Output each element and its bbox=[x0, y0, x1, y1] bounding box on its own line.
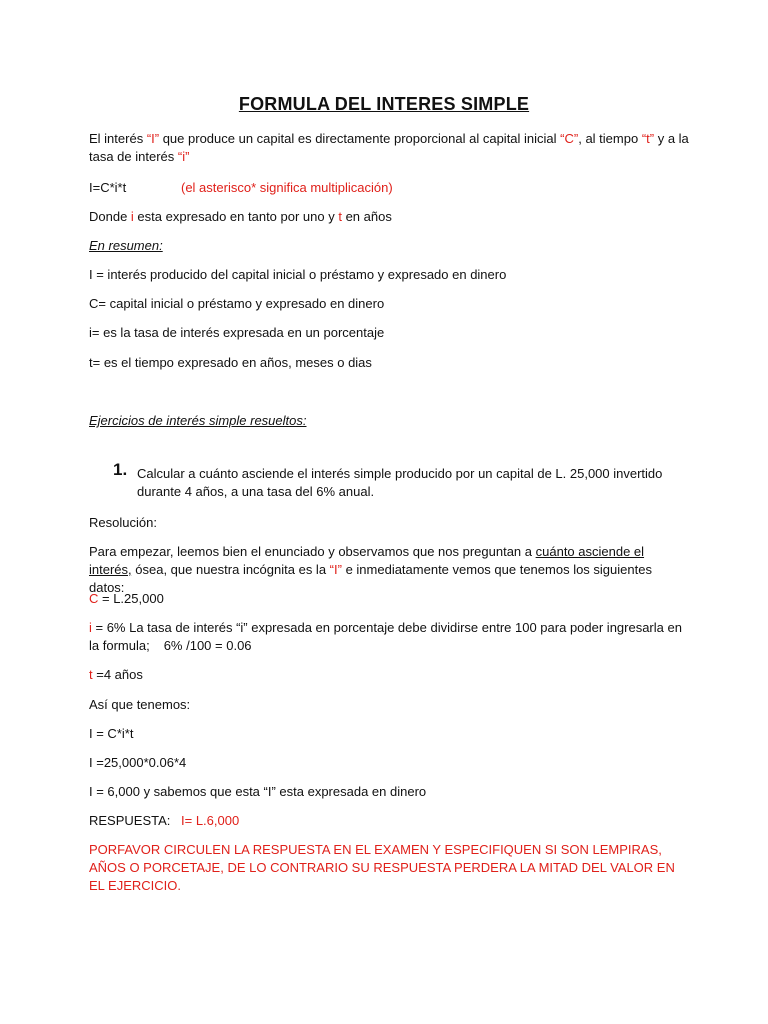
resumen-item: i= es la tasa de interés expresada en un porcentaje bbox=[89, 325, 385, 340]
empezar-paragraph bbox=[89, 543, 689, 597]
donde-text-b: esta expresado en tanto por uno y bbox=[133, 209, 339, 224]
formula-line bbox=[89, 179, 689, 197]
donde-text-c: en años bbox=[341, 209, 392, 224]
dato-t-var: t bbox=[89, 667, 93, 682]
donde-text-a: Donde bbox=[89, 209, 131, 224]
dato-C-var: C bbox=[89, 591, 99, 606]
ejercicios-heading: Ejercicios de interés simple resueltos: bbox=[89, 413, 307, 428]
intro-text-1: El interés bbox=[89, 131, 147, 146]
formula-note: (el asterisco* significa multiplicación) bbox=[181, 180, 393, 195]
step-formula: I = C*i*t bbox=[89, 726, 134, 741]
empezar-underlined: cuánto asciende el interés, bbox=[89, 544, 645, 577]
warning-note: PORFAVOR CIRCULEN LA RESPUESTA EN EL EXAMEN Y ESPECIFIQUEN SI SON LEMPIRAS, AÑOS O PORCETAJE, DE LO CONTRARIO SU RESPUESTA PERDERA LA MITAD DEL VALOR EN EL EJERCICIO. bbox=[89, 842, 675, 893]
resumen-item: I = interés producido del capital inicial o préstamo y expresado en dinero bbox=[89, 267, 507, 282]
donde-var-t: t bbox=[338, 209, 342, 224]
empezar-text-a: Para empezar, leemos bien el enunciado y observamos que nos preguntan a bbox=[89, 544, 536, 559]
resumen-item: C= capital inicial o préstamo y expresado en dinero bbox=[89, 296, 385, 311]
empezar-var-I: “I” bbox=[329, 562, 342, 577]
step-substitution: I =25,000*0.06*4 bbox=[89, 755, 187, 770]
dato-t-value: =4 años bbox=[92, 667, 143, 682]
dato-i-calc: 6% /100 = 0.06 bbox=[163, 638, 252, 653]
donde-var-i: i bbox=[130, 209, 134, 224]
var-C-quoted: “C” bbox=[560, 131, 579, 146]
empezar-text-c: e inmediatamente vemos que tenemos los siguientes datos: bbox=[89, 562, 652, 595]
resumen-item: t= es el tiempo expresado en años, meses o dias bbox=[89, 355, 372, 370]
dato-i-text: = 6% La tasa de interés “i” expresada en porcentaje debe dividirse entre 100 para poder ingresarla en la formula; bbox=[89, 620, 682, 653]
page-title: FORMULA DEL INTERES SIMPLE bbox=[238, 94, 530, 114]
intro-text-2: que produce un capital es directamente proporcional al capital inicial bbox=[159, 131, 561, 146]
dato-i bbox=[89, 619, 689, 655]
var-i-quoted: “i” bbox=[177, 149, 190, 164]
formula-expression: I=C*i*t bbox=[89, 180, 127, 195]
dato-C bbox=[89, 590, 689, 608]
dato-i-var: i bbox=[89, 620, 92, 635]
dato-t bbox=[89, 666, 689, 684]
resumen-heading: En resumen: bbox=[89, 238, 163, 253]
intro-text-3: , al tiempo bbox=[578, 131, 642, 146]
var-t-quoted: “t” bbox=[641, 131, 655, 146]
exercise-statement: Calcular a cuánto asciende el interés simple producido por un capital de L. 25,000 invertido durante 4 años, a una tasa del 6% anual. bbox=[137, 466, 663, 499]
intro-paragraph bbox=[89, 130, 689, 166]
dato-C-value: = L.25,000 bbox=[98, 591, 164, 606]
respuesta-value: I= L.6,000 bbox=[181, 813, 240, 828]
step-result: I = 6,000 y sabemos que esta “I” esta expresada en dinero bbox=[89, 784, 427, 799]
asi-line: Así que tenemos: bbox=[89, 697, 191, 712]
respuesta-line bbox=[89, 812, 689, 830]
exercise-number: 1. bbox=[113, 460, 128, 479]
empezar-text-b: ósea, que nuestra incógnita es la bbox=[131, 562, 330, 577]
resolucion-label: Resolución: bbox=[89, 515, 157, 530]
intro-text-4: y a la tasa de interés bbox=[89, 131, 689, 164]
donde-line bbox=[89, 208, 689, 226]
respuesta-label: RESPUESTA: bbox=[89, 813, 171, 828]
var-I-quoted: “I” bbox=[146, 131, 160, 146]
